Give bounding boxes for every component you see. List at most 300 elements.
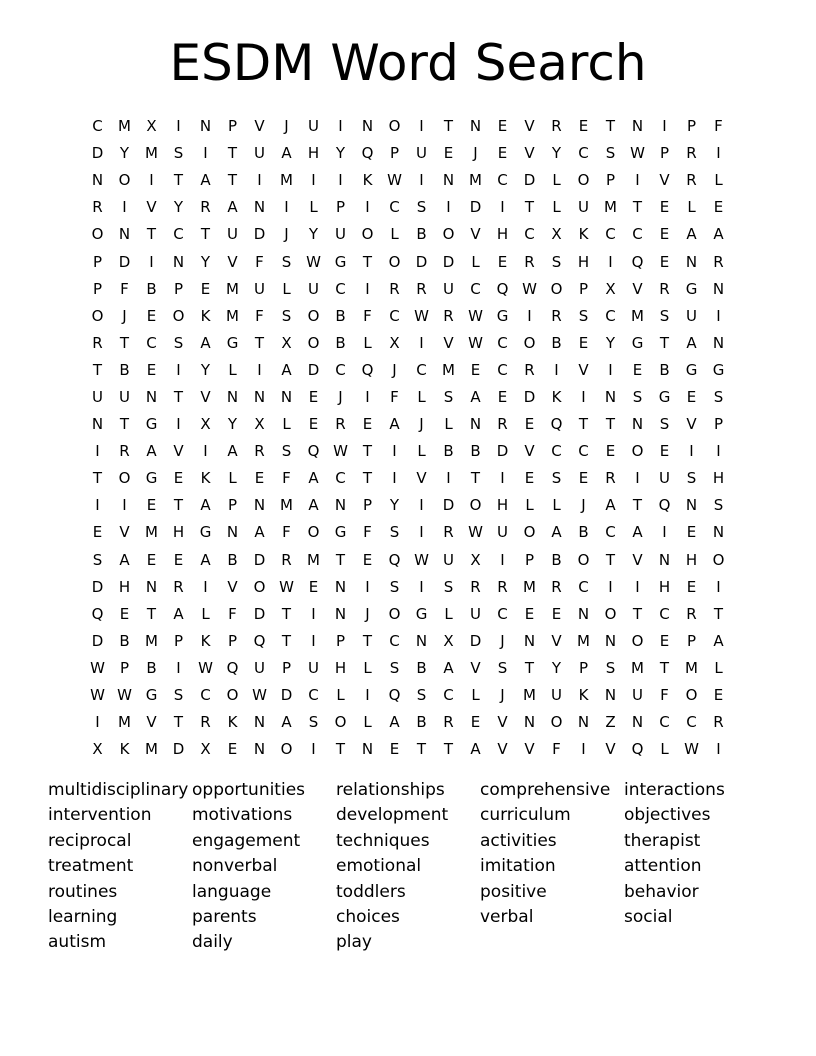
grid-letter: U: [470, 604, 481, 623]
grid-letter: N: [253, 713, 266, 732]
grid-letter: Q: [658, 496, 671, 515]
grid-letter: E: [578, 117, 589, 136]
grid-letter: I: [311, 631, 316, 650]
grid-letter: E: [497, 252, 508, 271]
grid-letter: B: [146, 279, 157, 298]
grid-letter: P: [335, 198, 346, 217]
grid-letter: N: [604, 631, 617, 650]
grid-letter: J: [473, 144, 478, 163]
grid-letter: V: [227, 577, 238, 596]
grid-letter: M: [118, 713, 131, 732]
grid-letter: U: [254, 658, 265, 677]
grid-letter: E: [173, 469, 184, 488]
grid-letter: S: [281, 252, 292, 271]
grid-letter: T: [659, 658, 670, 677]
grid-letter: O: [577, 550, 590, 569]
grid-letter: G: [631, 333, 644, 352]
word-item: interactions: [624, 780, 725, 800]
grid-letter: V: [470, 225, 481, 244]
grid-letter: M: [469, 171, 482, 190]
grid-letter: K: [578, 686, 589, 705]
grid-letter: O: [577, 171, 590, 190]
grid-letter: C: [605, 523, 616, 542]
grid-letter: Y: [335, 144, 346, 163]
grid-letter: A: [227, 442, 238, 461]
word-item: techniques: [336, 830, 430, 851]
grid-letter: C: [470, 279, 481, 298]
grid-letter: C: [308, 686, 319, 705]
grid-letter: T: [605, 550, 616, 569]
grid-letter: V: [524, 144, 535, 163]
grid-letter: A: [713, 631, 724, 650]
grid-letter: N: [712, 279, 725, 298]
grid-letter: R: [254, 442, 265, 461]
grid-letter: V: [632, 550, 643, 569]
grid-letter: E: [659, 225, 670, 244]
grid-row: [84, 303, 732, 330]
grid-letter: E: [146, 550, 157, 569]
grid-letter: E: [362, 550, 373, 569]
grid-letter: X: [389, 333, 400, 352]
grid-letter: I: [365, 198, 370, 217]
grid-letter: J: [338, 387, 343, 406]
grid-letter: Y: [200, 252, 211, 271]
grid-letter: I: [500, 198, 505, 217]
grid-letter: E: [659, 198, 670, 217]
grid-letter: U: [308, 658, 319, 677]
grid-letter: V: [119, 523, 130, 542]
grid-letter: Y: [551, 144, 562, 163]
grid-letter: J: [365, 604, 370, 623]
grid-letter: L: [282, 279, 291, 298]
grid-letter: Q: [361, 360, 374, 379]
grid-letter: V: [443, 333, 454, 352]
grid-letter: U: [92, 387, 103, 406]
grid-letter: T: [362, 469, 373, 488]
grid-letter: D: [118, 252, 131, 271]
grid-letter: I: [122, 198, 127, 217]
grid-letter: M: [442, 360, 455, 379]
grid-letter: R: [686, 144, 697, 163]
grid-letter: N: [334, 496, 347, 515]
grid-letter: Q: [550, 415, 563, 434]
grid-letter: C: [92, 117, 103, 136]
grid-letter: L: [525, 496, 534, 515]
grid-letter: I: [176, 117, 181, 136]
grid-letter: O: [469, 496, 482, 515]
grid-letter: R: [443, 713, 454, 732]
grid-letter: O: [685, 686, 698, 705]
grid-letter: T: [416, 740, 427, 759]
grid-letter: A: [281, 144, 292, 163]
grid-letter: L: [201, 604, 210, 623]
grid-letter: O: [118, 171, 131, 190]
word-item: intervention: [48, 805, 152, 826]
grid-letter: T: [200, 225, 211, 244]
grid-letter: M: [577, 631, 590, 650]
grid-letter: K: [578, 225, 589, 244]
grid-letter: E: [443, 144, 454, 163]
grid-letter: E: [524, 415, 535, 434]
grid-letter: O: [307, 523, 320, 542]
grid-row: [84, 655, 732, 682]
grid-letter: V: [686, 415, 697, 434]
grid-letter: T: [335, 740, 346, 759]
grid-letter: A: [227, 198, 238, 217]
grid-letter: B: [578, 523, 589, 542]
word-item: development: [336, 805, 449, 826]
grid-letter: B: [146, 658, 157, 677]
grid-letter: Q: [388, 550, 401, 569]
grid-letter: D: [307, 360, 320, 379]
grid-letter: S: [713, 496, 724, 515]
grid-letter: A: [200, 550, 211, 569]
grid-letter: V: [524, 117, 535, 136]
grid-letter: I: [689, 442, 694, 461]
grid-letter: N: [631, 117, 644, 136]
grid-letter: L: [417, 442, 426, 461]
grid-letter: V: [254, 117, 265, 136]
grid-letter: G: [145, 686, 158, 705]
grid-row: [84, 248, 732, 275]
grid-letter: P: [686, 631, 697, 650]
grid-letter: S: [443, 387, 454, 406]
grid-letter: R: [92, 333, 103, 352]
grid-letter: A: [200, 496, 211, 515]
grid-letter: W: [468, 523, 483, 542]
grid-letter: I: [608, 577, 613, 596]
grid-letter: P: [281, 658, 292, 677]
grid-letter: O: [226, 686, 239, 705]
grid-letter: P: [659, 144, 670, 163]
grid-letter: E: [308, 577, 319, 596]
grid-letter: M: [523, 577, 536, 596]
grid-letter: T: [335, 550, 346, 569]
grid-letter: D: [91, 577, 104, 596]
grid-letter: N: [253, 198, 266, 217]
grid-letter: I: [716, 442, 721, 461]
grid-letter: N: [469, 415, 482, 434]
grid-letter: E: [119, 604, 130, 623]
grid-letter: N: [712, 523, 725, 542]
grid-letter: R: [173, 577, 184, 596]
grid-letter: S: [173, 333, 184, 352]
grid-letter: E: [308, 387, 319, 406]
grid-letter: A: [254, 523, 265, 542]
grid-letter: J: [284, 117, 289, 136]
grid-letter: A: [173, 604, 184, 623]
grid-letter: X: [443, 631, 454, 650]
grid-letter: P: [227, 117, 238, 136]
grid-letter: I: [581, 387, 586, 406]
grid-letter: R: [524, 360, 535, 379]
grid-letter: T: [119, 333, 130, 352]
grid-letter: S: [713, 387, 724, 406]
grid-letter: A: [632, 523, 643, 542]
grid-letter: L: [552, 496, 561, 515]
grid-letter: I: [392, 469, 397, 488]
grid-letter: S: [686, 469, 697, 488]
grid-letter: E: [713, 686, 724, 705]
grid-letter: I: [419, 333, 424, 352]
grid-letter: B: [335, 306, 346, 325]
grid-letter: H: [685, 550, 698, 569]
grid-letter: V: [470, 658, 481, 677]
grid-letter: Q: [253, 631, 266, 650]
grid-letter: U: [416, 144, 427, 163]
grid-letter: X: [200, 740, 211, 759]
grid-letter: U: [551, 686, 562, 705]
grid-letter: N: [118, 225, 131, 244]
grid-letter: E: [497, 144, 508, 163]
grid-letter: V: [146, 713, 157, 732]
grid-letter: N: [334, 577, 347, 596]
grid-letter: P: [173, 631, 184, 650]
grid-letter: N: [442, 171, 455, 190]
grid-letter: O: [307, 333, 320, 352]
letter-grid: [84, 113, 732, 763]
grid-letter: E: [146, 496, 157, 515]
grid-letter: X: [605, 279, 616, 298]
grid-letter: V: [200, 387, 211, 406]
grid-letter: U: [254, 279, 265, 298]
grid-letter: O: [361, 225, 374, 244]
grid-letter: C: [497, 171, 508, 190]
grid-row: [84, 384, 732, 411]
grid-letter: R: [497, 577, 508, 596]
grid-letter: I: [365, 577, 370, 596]
grid-letter: I: [500, 550, 505, 569]
grid-letter: L: [687, 198, 696, 217]
grid-letter: L: [336, 686, 345, 705]
grid-letter: S: [416, 198, 427, 217]
grid-letter: C: [659, 713, 670, 732]
grid-letter: O: [523, 333, 536, 352]
grid-letter: M: [145, 740, 158, 759]
grid-letter: N: [226, 523, 239, 542]
grid-letter: O: [388, 252, 401, 271]
grid-letter: L: [471, 252, 480, 271]
grid-letter: L: [444, 604, 453, 623]
grid-letter: W: [333, 442, 348, 461]
grid-letter: K: [200, 469, 211, 488]
grid-letter: F: [660, 686, 669, 705]
grid-letter: T: [227, 144, 238, 163]
grid-letter: C: [659, 604, 670, 623]
grid-letter: O: [550, 713, 563, 732]
grid-letter: I: [419, 577, 424, 596]
grid-letter: T: [173, 496, 184, 515]
grid-letter: T: [146, 604, 157, 623]
grid-letter: S: [389, 577, 400, 596]
grid-letter: T: [92, 360, 103, 379]
grid-letter: L: [471, 686, 480, 705]
grid-letter: E: [200, 279, 211, 298]
grid-letter: R: [389, 279, 400, 298]
grid-letter: J: [122, 306, 127, 325]
grid-letter: S: [173, 686, 184, 705]
grid-letter: T: [227, 171, 238, 190]
grid-letter: H: [496, 496, 509, 515]
grid-letter: T: [173, 713, 184, 732]
grid-letter: T: [119, 415, 130, 434]
grid-letter: R: [713, 252, 724, 271]
grid-letter: D: [442, 252, 455, 271]
grid-row: [84, 682, 732, 709]
grid-letter: T: [713, 604, 724, 623]
grid-letter: I: [95, 713, 100, 732]
grid-letter: V: [524, 442, 535, 461]
grid-letter: W: [117, 686, 132, 705]
grid-letter: C: [524, 225, 535, 244]
grid-letter: U: [119, 387, 130, 406]
grid-letter: F: [363, 523, 372, 542]
word-item: play: [336, 932, 372, 953]
grid-letter: E: [524, 604, 535, 623]
grid-letter: N: [253, 740, 266, 759]
grid-letter: R: [92, 198, 103, 217]
grid-letter: L: [660, 740, 669, 759]
grid-row: [84, 465, 732, 492]
grid-letter: V: [605, 740, 616, 759]
grid-letter: I: [149, 252, 154, 271]
grid-letter: M: [685, 658, 698, 677]
grid-letter: K: [200, 306, 211, 325]
grid-letter: K: [227, 713, 238, 732]
grid-letter: I: [95, 496, 100, 515]
grid-letter: G: [685, 279, 698, 298]
grid-letter: F: [120, 279, 129, 298]
word-item: imitation: [480, 856, 556, 877]
grid-letter: X: [146, 117, 157, 136]
grid-letter: S: [659, 306, 670, 325]
grid-letter: R: [416, 279, 427, 298]
grid-letter: T: [659, 333, 670, 352]
grid-letter: J: [419, 415, 424, 434]
grid-letter: N: [253, 387, 266, 406]
grid-letter: F: [714, 117, 723, 136]
grid-letter: C: [497, 604, 508, 623]
grid-letter: H: [496, 225, 509, 244]
grid-letter: G: [199, 523, 212, 542]
grid-letter: V: [416, 469, 427, 488]
grid-letter: R: [686, 171, 697, 190]
grid-letter: W: [90, 686, 105, 705]
grid-letter: Q: [631, 740, 644, 759]
grid-letter: T: [632, 496, 643, 515]
grid-letter: A: [389, 713, 400, 732]
grid-letter: D: [253, 604, 266, 623]
grid-letter: B: [659, 360, 670, 379]
word-item: attention: [624, 856, 702, 877]
grid-letter: M: [631, 658, 644, 677]
grid-row: [84, 519, 732, 546]
grid-letter: I: [662, 523, 667, 542]
grid-letter: V: [497, 740, 508, 759]
grid-letter: E: [227, 740, 238, 759]
grid-letter: E: [686, 387, 697, 406]
grid-letter: E: [605, 442, 616, 461]
grid-letter: I: [446, 469, 451, 488]
grid-letter: R: [551, 306, 562, 325]
grid-letter: T: [524, 658, 535, 677]
grid-letter: B: [416, 713, 427, 732]
grid-letter: E: [632, 360, 643, 379]
grid-letter: Y: [308, 225, 319, 244]
grid-letter: W: [468, 333, 483, 352]
grid-row: [84, 547, 732, 574]
grid-letter: V: [146, 198, 157, 217]
grid-letter: J: [500, 631, 505, 650]
grid-letter: S: [605, 658, 616, 677]
word-item: positive: [480, 881, 547, 902]
grid-letter: C: [686, 713, 697, 732]
grid-letter: C: [578, 144, 589, 163]
grid-letter: P: [92, 279, 103, 298]
word-item: treatment: [48, 856, 134, 877]
grid-letter: E: [173, 550, 184, 569]
grid-letter: F: [228, 604, 237, 623]
grid-letter: L: [714, 171, 723, 190]
grid-letter: I: [122, 496, 127, 515]
grid-letter: U: [686, 306, 697, 325]
grid-letter: Q: [631, 252, 644, 271]
grid-letter: M: [280, 496, 293, 515]
grid-letter: A: [551, 523, 562, 542]
grid-letter: P: [389, 144, 400, 163]
grid-letter: W: [414, 550, 429, 569]
grid-letter: I: [284, 198, 289, 217]
grid-letter: A: [200, 333, 211, 352]
grid-letter: X: [551, 225, 562, 244]
grid-letter: C: [497, 333, 508, 352]
grid-letter: H: [172, 523, 185, 542]
grid-letter: S: [308, 713, 319, 732]
grid-letter: N: [523, 631, 536, 650]
grid-letter: N: [415, 631, 428, 650]
grid-letter: E: [470, 713, 481, 732]
grid-letter: G: [496, 306, 509, 325]
grid-letter: F: [363, 306, 372, 325]
grid-letter: T: [443, 117, 454, 136]
word-item: curriculum: [480, 805, 571, 826]
grid-letter: L: [363, 713, 372, 732]
grid-letter: F: [255, 306, 264, 325]
grid-letter: B: [551, 550, 562, 569]
grid-letter: E: [686, 523, 697, 542]
grid-letter: O: [91, 225, 104, 244]
grid-letter: M: [145, 144, 158, 163]
grid-letter: N: [631, 713, 644, 732]
grid-letter: P: [686, 117, 697, 136]
grid-letter: T: [92, 469, 103, 488]
grid-letter: Y: [119, 144, 130, 163]
grid-letter: A: [119, 550, 130, 569]
grid-letter: Y: [551, 658, 562, 677]
grid-letter: Q: [226, 658, 239, 677]
grid-letter: C: [389, 198, 400, 217]
grid-letter: I: [635, 577, 640, 596]
grid-letter: O: [253, 577, 266, 596]
grid-letter: B: [470, 442, 481, 461]
grid-letter: I: [392, 442, 397, 461]
word-item: nonverbal: [192, 856, 278, 877]
grid-letter: M: [226, 306, 239, 325]
grid-letter: C: [551, 442, 562, 461]
grid-letter: A: [281, 713, 292, 732]
grid-letter: X: [200, 415, 211, 434]
grid-letter: O: [550, 279, 563, 298]
